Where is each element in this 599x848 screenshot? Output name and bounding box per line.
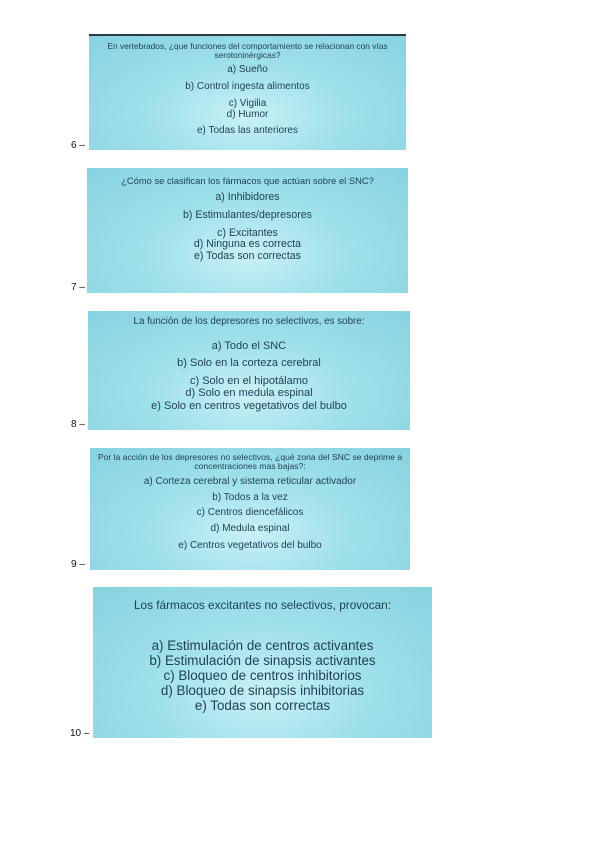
question-7-option-c: c) Excitantes: [217, 226, 278, 239]
question-6-option-c: c) Vigilia: [228, 98, 267, 109]
question-number-8: 8 –: [71, 419, 85, 430]
question-9-option-c: c) Centros diencefálicos: [196, 507, 304, 519]
question-8-option-b: b) Solo en la corteza cerebral: [177, 356, 321, 369]
question-10-slide: [93, 587, 432, 738]
question-number-7: 7 –: [71, 282, 85, 293]
question-8-option-a: a) Todo el SNC: [211, 340, 287, 353]
question-8-option-c: c) Solo en el hipotálamo: [189, 374, 308, 387]
question-number-6: 6 –: [71, 140, 85, 151]
question-7-text: ¿Cómo se clasifican los fármacos que actúan sobre el SNC?: [121, 175, 374, 186]
question-6-slide: [89, 34, 406, 150]
question-9-text: Por la acción de los depresores no selectivos, ¿qué zona del SNC se deprime a concentraciones mas bajas?:: [97, 452, 403, 472]
question-7-option-e: e) Todas son correctas: [194, 250, 301, 263]
question-6-option-d: d) Humor: [226, 109, 269, 121]
question-10-option-e: e) Todas son correctas: [194, 698, 331, 714]
question-9-option-e: e) Centros vegetativos del bulbo: [178, 539, 322, 551]
question-10-option-d: d) Bloqueo de sinapsis inhibitorias: [160, 683, 365, 699]
question-6-option-e: e) Todas las anteriores: [197, 125, 298, 137]
question-6-option-b: b) Control ingesta alimentos: [185, 80, 310, 92]
question-6-text: En vertebrados, ¿que funciones del comportamiento se relacionan con vías serotoninérgicas?: [107, 41, 388, 60]
question-10-option-b: b) Estimulación de sinapsis activantes: [149, 653, 376, 669]
question-7-option-a: a) Inhibidores: [215, 190, 280, 203]
question-9-option-d: d) Medula espinal: [210, 522, 290, 534]
question-8-text: La función de los depresores no selectivos, es sobre:: [133, 316, 365, 327]
question-6-option-a: a) Sueño: [227, 63, 268, 75]
question-number-9: 9 –: [71, 559, 85, 570]
question-10-option-a: a) Estimulación de centros activantes: [151, 638, 374, 654]
question-9-slide: [90, 448, 410, 570]
question-7-option-d: d) Ninguna es correcta: [193, 238, 302, 251]
question-number-10: 10 –: [70, 728, 90, 739]
question-10-text: Los fármacos excitantes no selectivos, provocan:: [133, 598, 392, 612]
question-9-option-b: b) Todos a la vez: [212, 492, 288, 504]
question-8-option-d: d) Solo en medula espinal: [185, 387, 313, 400]
question-8-slide: [88, 311, 410, 430]
question-10-option-c: c) Bloqueo de centros inhibitorios: [163, 668, 362, 684]
question-7-option-b: b) Estimulantes/depresores: [183, 208, 312, 221]
question-7-slide: [87, 168, 408, 293]
question-8-option-e: e) Solo en centros vegetativos del bulbo: [151, 399, 347, 412]
question-9-option-a: a) Corteza cerebral y sistema reticular activador: [143, 476, 357, 488]
